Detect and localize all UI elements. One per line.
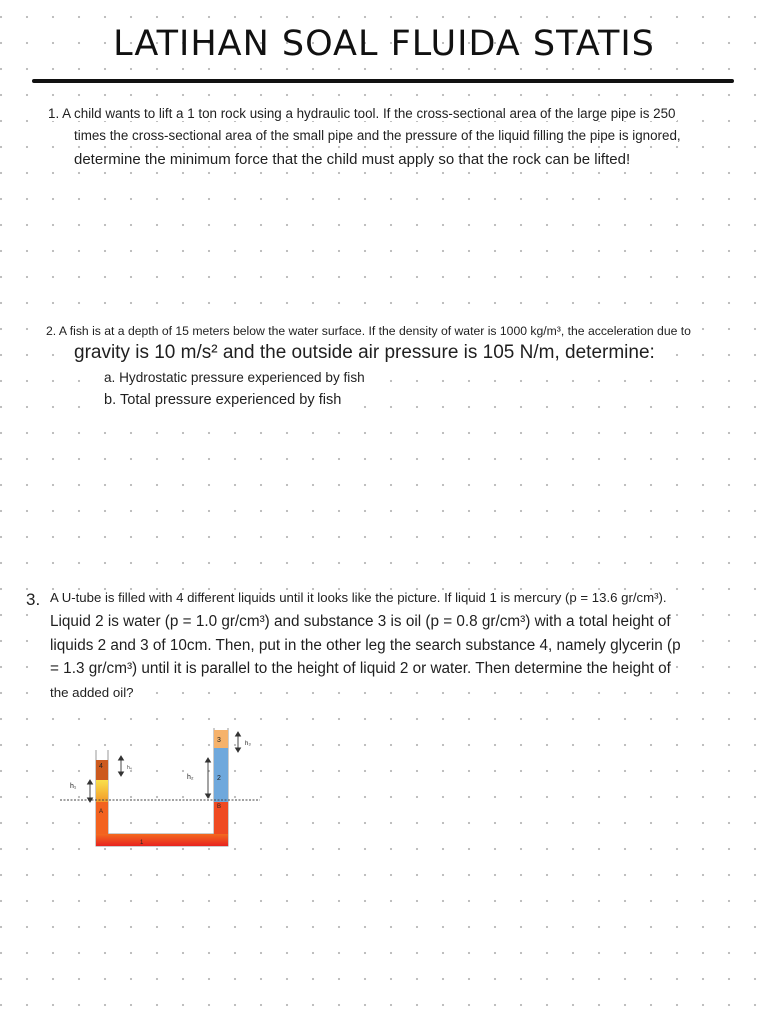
- question-2-line-1: 2. A fish is at a depth of 15 meters below the water surface. If the density of water is 1000 kg/m³, the acceleration due to: [46, 324, 691, 338]
- u-tube-svg: [58, 728, 262, 854]
- label-4: 4: [99, 763, 103, 770]
- question-2-line-2: gravity is 10 m/s² and the outside air pressure is 105 N/m, determine:: [74, 342, 655, 363]
- question-1-line-2: times the cross-sectional area of the small pipe and the pressure of the liquid filling the pipe is ignored,: [74, 128, 681, 143]
- question-2-item-a: a. Hydrostatic pressure experienced by fish: [104, 370, 365, 385]
- label-h3: h₃: [245, 741, 251, 747]
- liquid-1-mercury: [96, 834, 228, 846]
- question-3-line-5: the added oil?: [50, 685, 134, 700]
- tube-outline-inner: [108, 728, 214, 834]
- h2-arrow: [206, 758, 211, 798]
- question-3-line-4: = 1.3 gr/cm³) until it is parallel to the height of liquid 2 or water. Then determine the height of: [50, 660, 671, 677]
- question-1-line-3: determine the minimum force that the child must apply so that the rock can be lifted!: [74, 151, 631, 168]
- question-1-line-1: 1. A child wants to lift a 1 ton rock using a hydraulic tool. If the cross-sectional area of the large pipe is 250: [48, 106, 676, 121]
- label-2: 2: [217, 775, 221, 782]
- label-h1: h₁: [70, 783, 77, 790]
- label-1: 1: [140, 840, 144, 846]
- label-A: A: [99, 809, 104, 815]
- h1-arrow: [88, 780, 93, 802]
- label-B: B: [217, 804, 222, 810]
- question-3-number: 3.: [26, 590, 41, 609]
- question-3-line-1: A U-tube is filled with 4 different liquids until it looks like the picture. If liquid 1 is mercury (p = 13.6 gr/cm³).: [50, 590, 667, 605]
- label-3: 3: [217, 737, 221, 744]
- page-title: LATIHAN SOAL FLUIDA STATIS: [113, 24, 655, 64]
- liquid-left-column: [96, 780, 108, 802]
- h4-arrow: [119, 756, 124, 776]
- question-3-line-2: Liquid 2 is water (p = 1.0 gr/cm³) and substance 3 is oil (p = 0.8 gr/cm³) with a total height of: [50, 613, 671, 630]
- label-h4: h₄: [127, 765, 132, 771]
- question-2-item-b: b. Total pressure experienced by fish: [104, 392, 342, 408]
- question-3-line-3: liquids 2 and 3 of 10cm. Then, put in the other leg the search substance 4, namely glycerin (p: [50, 637, 681, 654]
- title-underline: [32, 79, 734, 83]
- liquid-1-left-leg: [96, 802, 108, 834]
- h3-arrow: [236, 732, 241, 752]
- label-h2: h₂: [187, 774, 194, 781]
- u-tube-diagram: [58, 728, 262, 854]
